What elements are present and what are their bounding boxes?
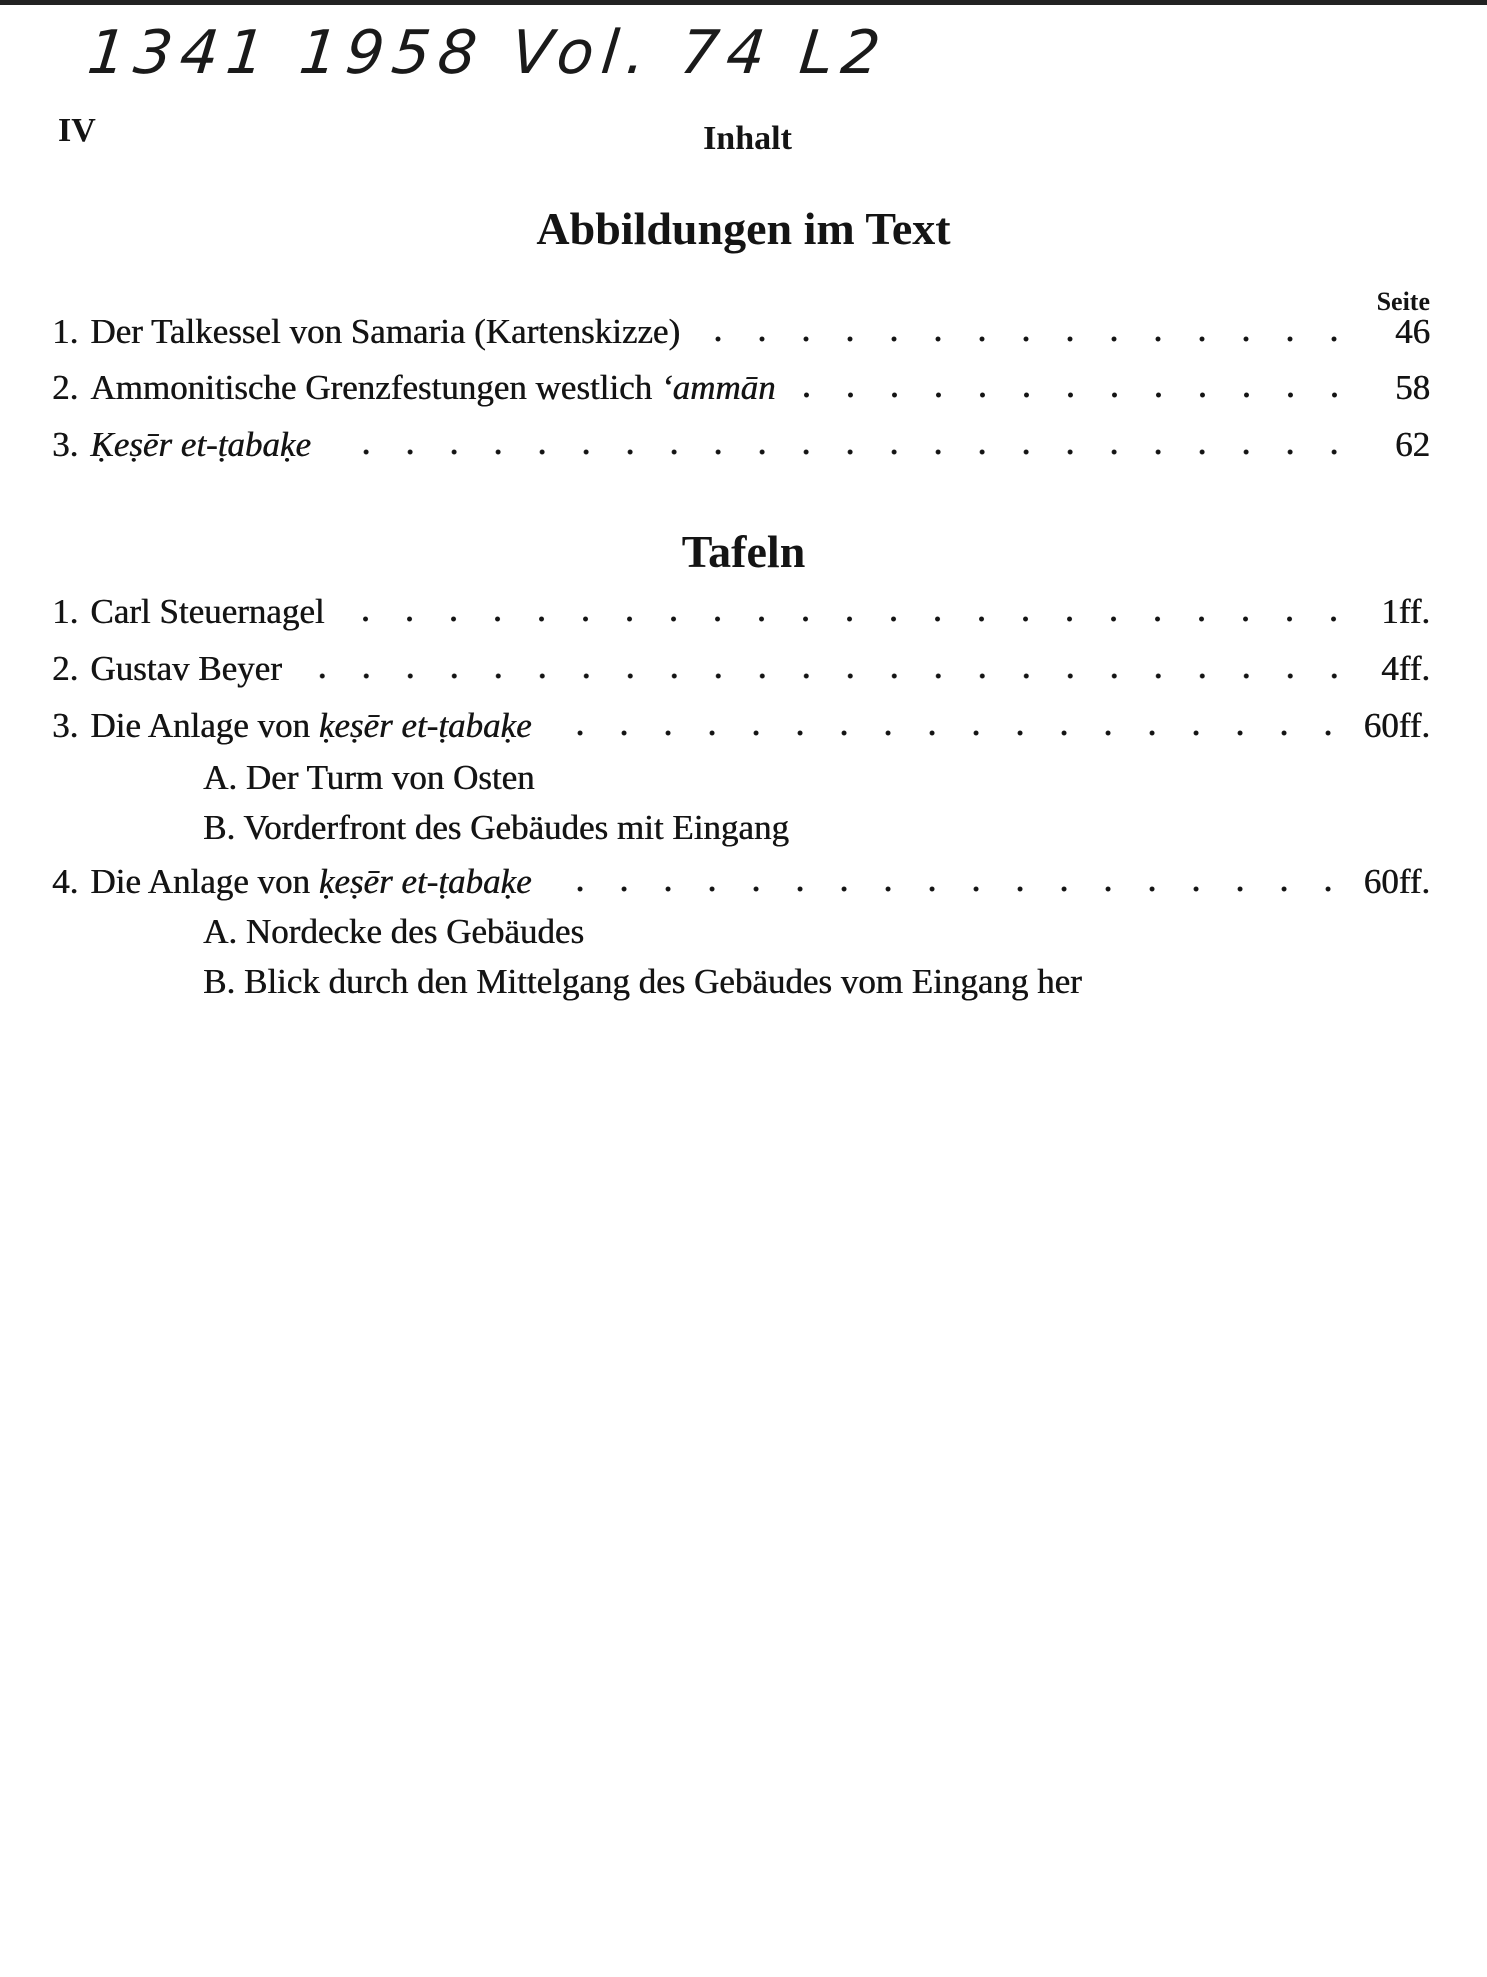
scan-edge	[0, 0, 1487, 5]
entry-number: 3.	[52, 706, 79, 745]
entry-page: 1ff.	[1381, 592, 1430, 631]
plate-subentry: B. Blick durch den Mittelgang des Gebäudes vom Eingang her	[203, 962, 1082, 1001]
plate-entry	[52, 649, 1430, 689]
entry-page: 4ff.	[1381, 649, 1430, 688]
entry-number: 2.	[52, 368, 79, 407]
entry-number: 2.	[52, 649, 79, 688]
entry-title	[90, 425, 311, 465]
title-italic: Ḳeṣēr et-ṭabaḳe	[90, 425, 311, 464]
entry-title	[90, 862, 531, 902]
figure-entry	[52, 312, 1430, 352]
dot-leader	[546, 729, 1350, 737]
entry-page: 60ff.	[1363, 862, 1430, 901]
entry-page: 60ff.	[1363, 706, 1430, 745]
plate-entry	[52, 592, 1430, 632]
handwritten-annotation: 1341 1958 Vol. 74 L2	[84, 18, 892, 88]
dot-leader	[338, 615, 1356, 623]
page-column-label: Seite	[1376, 287, 1430, 316]
title-text: Der Talkessel von Samaria (Kartenskizze)	[90, 312, 680, 351]
entry-page: 58	[1395, 368, 1430, 407]
running-head: Inhalt	[703, 120, 792, 157]
entry-title	[90, 649, 281, 689]
title-text: Die Anlage von	[90, 862, 319, 901]
dot-leader	[325, 448, 1356, 456]
plate-subentry: A. Der Turm von Osten	[203, 758, 535, 797]
entry-number: 1.	[52, 312, 79, 351]
title-italic: ‘ammān	[660, 368, 776, 407]
plate-subentry: A. Nordecke des Gebäudes	[203, 912, 584, 951]
plates-heading: Tafeln	[681, 526, 806, 577]
plate-entry	[52, 862, 1430, 902]
entry-number: 1.	[52, 592, 79, 631]
title-italic: ḳeṣēr et-ṭabaḳe	[318, 862, 532, 901]
figure-entry	[52, 425, 1430, 465]
plate-subentry: B. Vorderfront des Gebäudes mit Eingang	[203, 808, 789, 847]
entry-title	[90, 368, 775, 408]
entry-title	[90, 592, 324, 632]
entry-page: 62	[1395, 425, 1430, 464]
page-number: IV	[58, 112, 96, 149]
entry-number: 4.	[52, 862, 79, 901]
figure-entry	[52, 368, 1430, 408]
title-text: Gustav Beyer	[90, 649, 282, 688]
dot-leader	[694, 335, 1356, 343]
entry-title	[90, 312, 680, 352]
entry-page: 46	[1395, 312, 1430, 351]
plate-entry	[52, 706, 1430, 746]
title-text: Die Anlage von	[90, 706, 319, 745]
entry-title	[90, 706, 531, 746]
title-text: Ammonitische Grenzfestungen westlich	[90, 368, 661, 407]
dot-leader	[546, 885, 1350, 893]
figures-heading: Abbildungen im Text	[536, 203, 951, 254]
entry-number: 3.	[52, 425, 79, 464]
dot-leader	[296, 672, 1356, 680]
dot-leader	[790, 391, 1356, 399]
title-italic: ḳeṣēr et-ṭabaḳe	[318, 706, 532, 745]
title-text: Carl Steuernagel	[90, 592, 325, 631]
